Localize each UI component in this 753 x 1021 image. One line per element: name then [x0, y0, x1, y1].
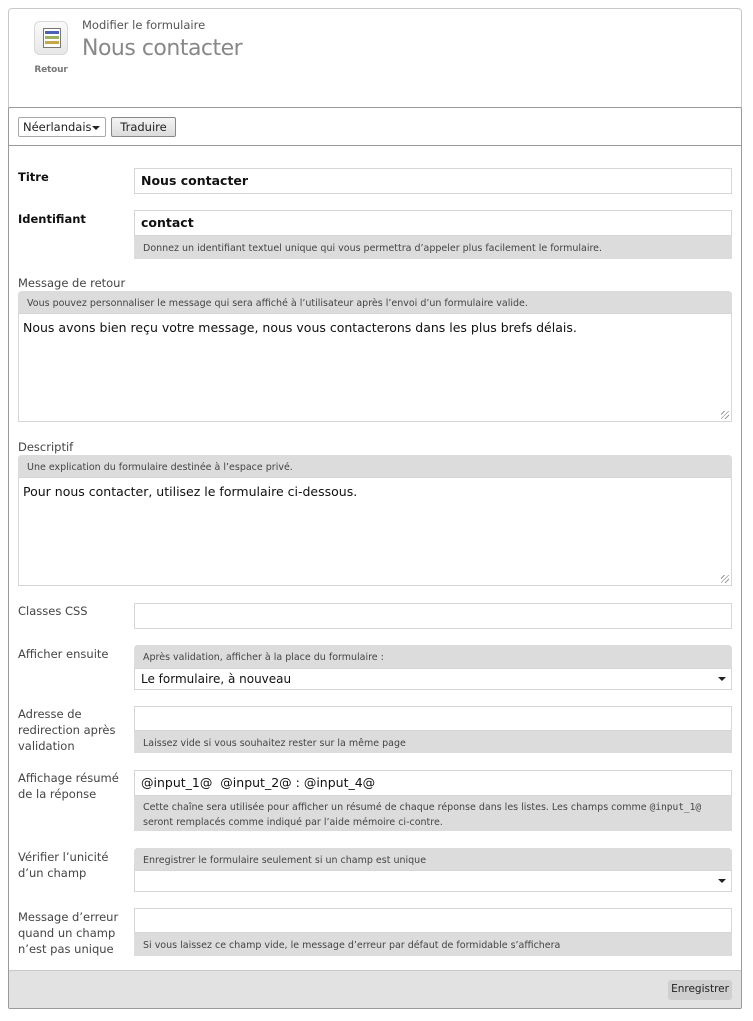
afficher-ensuite-explanation: Après validation, afficher à la place du formulaire : — [134, 645, 732, 668]
message-retour-explanation: Vous pouvez personnaliser le message qui sera affiché à l’utilisateur après l’envoi d’un formulaire valide. — [18, 291, 732, 313]
message-erreur-input[interactable] — [134, 908, 732, 933]
redirection-input[interactable] — [134, 706, 732, 731]
message-retour-textarea[interactable] — [18, 313, 732, 422]
titre-input[interactable]: Nous contacter — [134, 168, 732, 194]
descriptif-label: Descriptif — [18, 440, 74, 454]
identifiant-explanation: Donnez un identifiant textuel unique qui vous permettra d’appeler plus facilement le formulaire. — [134, 236, 732, 259]
resume-explanation-text: Cette chaîne sera utilisée pour afficher un résumé de chaque réponse dans les listes. Les champs comme — [143, 802, 650, 813]
resume-explanation — [134, 796, 732, 831]
back-label: Retour — [34, 65, 68, 75]
form-icon — [34, 21, 68, 55]
form-panel — [8, 107, 742, 1009]
translation-bar — [9, 108, 741, 146]
message-erreur-explanation: Si vous laissez ce champ vide, le message d’erreur par défaut de formidable s’affichera — [134, 933, 732, 956]
message-retour-text: Nous avons bien reçu votre message, nous vous contacterons dans les plus brefs délais. — [23, 320, 577, 335]
afficher-ensuite-select[interactable] — [134, 668, 732, 690]
resume-explanation-text-end: seront remplacés comme indiqué par l’aide mémoire ci-contre. — [143, 817, 443, 828]
back-button[interactable] — [33, 21, 69, 83]
classes-css-label: Classes CSS — [18, 604, 88, 618]
unicite-explanation: Enregistrer le formulaire seulement si un champ est unique — [134, 848, 732, 870]
form-footer — [9, 970, 741, 1008]
save-button[interactable]: Enregistrer — [668, 980, 732, 1000]
afficher-ensuite-value: Le formulaire, à nouveau — [141, 672, 292, 686]
descriptif-text: Pour nous contacter, utilisez le formulaire ci-dessous. — [23, 484, 358, 499]
chevron-down-icon — [718, 879, 726, 883]
page-subtitle: Modifier le formulaire — [82, 18, 206, 32]
resize-grip-icon[interactable] — [721, 411, 729, 419]
translate-button[interactable]: Traduire — [111, 117, 176, 137]
redirection-explanation: Laissez vide si vous souhaitez rester sur la même page — [134, 731, 732, 753]
titre-label: Titre — [18, 170, 49, 184]
chevron-down-icon — [718, 677, 726, 681]
unicite-label: Vérifier l’unicité d’un champ — [18, 850, 109, 880]
descriptif-explanation: Une explication du formulaire destinée à l’espace privé. — [18, 455, 732, 477]
page-title: Nous contacter — [82, 36, 243, 61]
language-select-value: Néerlandais — [23, 120, 92, 134]
resume-input[interactable]: @input_1@ @input_2@ : @input_4@ — [134, 770, 732, 796]
redirection-label: Adresse de redirection après validation — [18, 707, 116, 753]
identifiant-label: Identifiant — [18, 212, 86, 226]
chevron-down-icon — [92, 126, 100, 130]
language-select[interactable] — [18, 117, 106, 137]
classes-css-input[interactable] — [134, 603, 732, 629]
message-retour-label: Message de retour — [18, 276, 126, 290]
resize-grip-icon[interactable] — [721, 575, 729, 583]
resume-explanation-code: @input_1@ — [649, 802, 702, 813]
identifiant-input[interactable]: contact — [134, 210, 732, 236]
unicite-select[interactable] — [134, 870, 732, 892]
page-header — [8, 8, 742, 108]
afficher-ensuite-label: Afficher ensuite — [18, 647, 109, 661]
descriptif-textarea[interactable] — [18, 477, 732, 586]
message-erreur-label: Message d’erreur quand un champ n’est pas unique — [18, 910, 119, 956]
resume-label: Affichage résumé de la réponse — [18, 771, 119, 801]
